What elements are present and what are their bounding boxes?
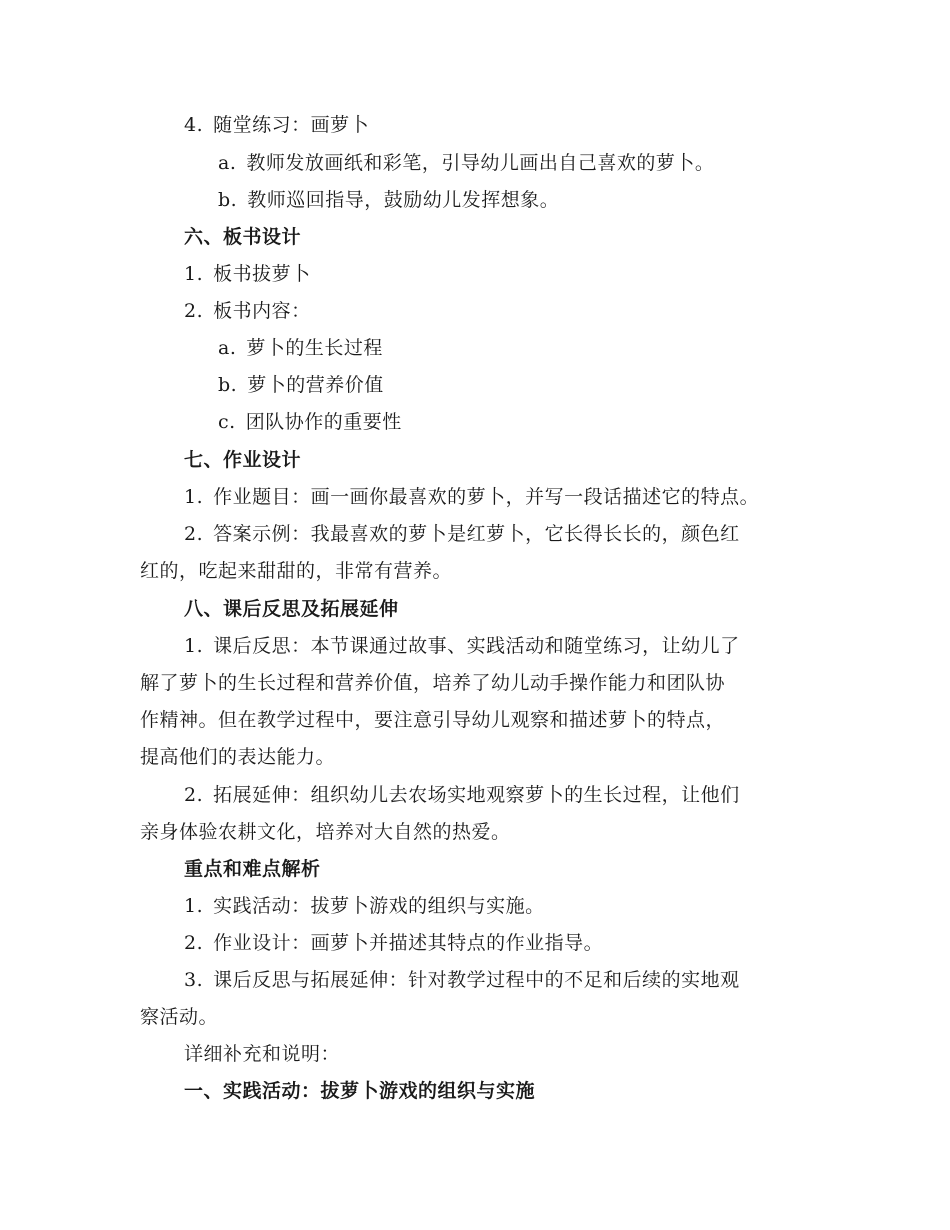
list-marker: 1. (184, 635, 204, 657)
list-item (184, 967, 740, 993)
list-item-text: 萝卜的生长过程 (246, 337, 383, 359)
list-item (218, 150, 714, 176)
list-marker: 3. (184, 969, 204, 991)
section-heading: 八、课后反思及拓展延伸 (184, 598, 399, 620)
list-item (218, 187, 559, 213)
paragraph-continuation: 察活动。 (140, 1006, 219, 1028)
list-marker: c. (218, 411, 236, 433)
list-item-text: 课后反思：本节课通过故事、实践活动和随堂练习，让幼儿了 (213, 635, 740, 657)
section-heading: 重点和难点解析 (184, 858, 321, 880)
list-marker: 1. (184, 263, 204, 285)
list-item (184, 261, 311, 287)
list-marker: 2. (184, 932, 204, 954)
list-item-text: 教师发放画纸和彩笔，引导幼儿画出自己喜欢的萝卜。 (246, 152, 715, 174)
list-item (184, 893, 545, 919)
list-marker: 2. (184, 784, 204, 806)
list-marker: 1. (184, 895, 204, 917)
list-item-text: 拓展延伸：组织幼儿去农场实地观察萝卜的生长过程，让他们 (213, 784, 740, 806)
list-item-text: 板书拔萝卜 (213, 263, 311, 285)
list-marker: b. (218, 189, 238, 211)
list-marker: a. (218, 337, 237, 359)
list-item-text: 板书内容： (213, 300, 311, 322)
list-item-text: 团队协作的重要性 (245, 411, 402, 433)
list-marker: 4. (184, 114, 204, 136)
list-item-text: 作业设计：画萝卜并描述其特点的作业指导。 (213, 932, 604, 954)
section-heading: 六、板书设计 (184, 226, 302, 248)
paragraph: 详细补充和说明： (184, 1043, 341, 1065)
list-item (184, 112, 369, 138)
list-item-text: 萝卜的营养价值 (247, 374, 384, 396)
list-item (184, 484, 759, 510)
list-item (184, 782, 740, 808)
list-marker: a. (218, 152, 237, 174)
list-item (218, 409, 402, 435)
list-marker: 1. (184, 486, 204, 508)
list-item (184, 633, 740, 659)
list-item-text: 教师巡回指导，鼓励幼儿发挥想象。 (247, 189, 560, 211)
list-marker: 2. (184, 523, 204, 545)
list-item (184, 521, 740, 547)
list-item (184, 930, 603, 956)
list-item-text: 课后反思与拓展延伸：针对教学过程中的不足和后续的实地观 (213, 969, 740, 991)
list-item-text: 实践活动：拔萝卜游戏的组织与实施。 (213, 895, 545, 917)
list-marker: 2. (184, 300, 204, 322)
paragraph-continuation: 解了萝卜的生长过程和营养价值，培养了幼儿动手操作能力和团队协 (140, 672, 726, 694)
list-item (184, 298, 311, 324)
list-item (218, 372, 384, 398)
section-heading: 一、实践活动：拔萝卜游戏的组织与实施 (184, 1080, 536, 1102)
list-marker: b. (218, 374, 238, 396)
list-item (218, 335, 383, 361)
list-item-text: 随堂练习：画萝卜 (213, 114, 370, 136)
paragraph-continuation: 红的，吃起来甜甜的，非常有营养。 (140, 560, 453, 582)
list-item-text: 作业题目：画一画你最喜欢的萝卜，并写一段话描述它的特点。 (213, 486, 760, 508)
paragraph-continuation: 提高他们的表达能力。 (140, 746, 336, 768)
list-item-text: 答案示例：我最喜欢的萝卜是红萝卜，它长得长长的，颜色红 (213, 523, 740, 545)
paragraph-continuation: 亲身体验农耕文化，培养对大自然的热爱。 (140, 821, 511, 843)
section-heading: 七、作业设计 (184, 449, 302, 471)
paragraph-continuation: 作精神。但在教学过程中，要注意引导幼儿观察和描述萝卜的特点， (140, 709, 726, 731)
